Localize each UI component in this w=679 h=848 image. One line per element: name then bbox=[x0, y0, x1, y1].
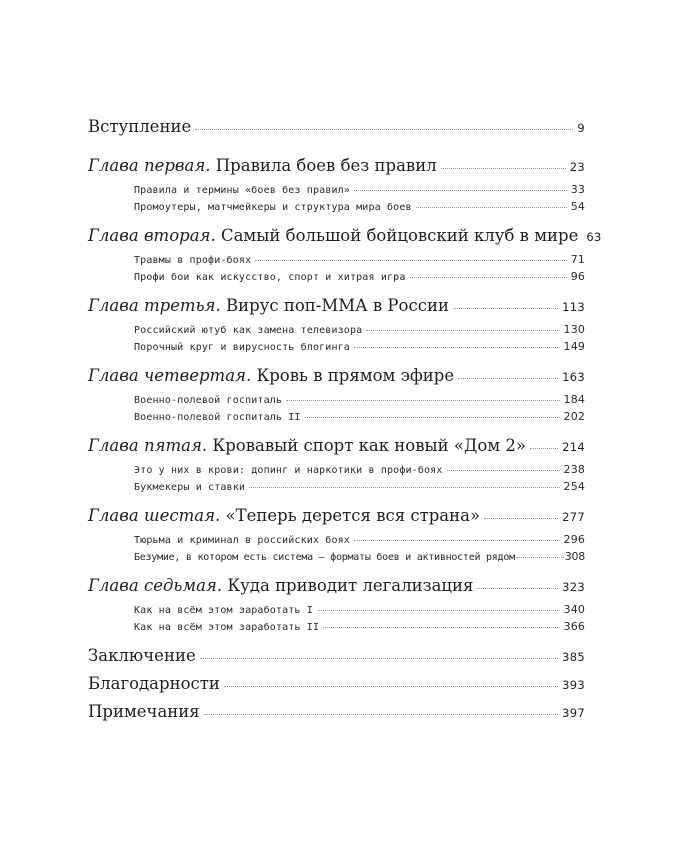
toc-chapter-7 bbox=[88, 576, 585, 633]
dot-leader bbox=[204, 713, 558, 715]
dot-leader bbox=[354, 539, 560, 541]
toc-section[interactable] bbox=[134, 253, 585, 266]
table-of-contents bbox=[88, 117, 602, 730]
toc-end-page: 397 bbox=[562, 706, 585, 720]
dot-leader bbox=[366, 329, 559, 331]
toc-end-title: Благодарности bbox=[88, 674, 220, 693]
toc-chapter-5 bbox=[88, 436, 585, 493]
chapter-title: Правила боев без правил bbox=[215, 156, 437, 175]
section-title: Это у них в крови: допинг и наркотики в профи-боях bbox=[134, 465, 443, 476]
section-page: 149 bbox=[563, 340, 585, 353]
dot-leader bbox=[477, 587, 558, 589]
section-title: Как на всём этом заработать I bbox=[134, 605, 313, 616]
toc-entry-conclusion[interactable] bbox=[88, 646, 585, 665]
dot-leader bbox=[516, 556, 564, 558]
section-title: Безумие, в котором есть система — форматы боев и активностей рядом bbox=[134, 552, 515, 563]
chapter-label: Глава третья. bbox=[88, 296, 221, 315]
toc-section[interactable] bbox=[134, 603, 585, 616]
chapter-title: «Теперь дерется вся страна» bbox=[225, 506, 481, 525]
toc-section[interactable] bbox=[134, 200, 585, 213]
chapter-label: Глава пятая. bbox=[88, 436, 208, 455]
section-title: Тюрьма и криминал в российских боях bbox=[134, 535, 350, 546]
section-page: 96 bbox=[570, 270, 585, 283]
section-page: 202 bbox=[563, 410, 585, 423]
dot-leader bbox=[530, 447, 558, 449]
chapter-page: 113 bbox=[562, 300, 585, 314]
section-title: Травмы в профи-боях bbox=[134, 255, 252, 266]
dot-leader bbox=[224, 685, 558, 687]
toc-entry-notes[interactable] bbox=[88, 702, 585, 721]
dot-leader bbox=[200, 657, 558, 659]
dot-leader bbox=[305, 416, 560, 418]
toc-section[interactable] bbox=[134, 323, 585, 336]
chapter-label: Глава вторая. bbox=[88, 226, 216, 245]
toc-section[interactable] bbox=[134, 410, 585, 423]
toc-chapter-heading[interactable] bbox=[88, 576, 585, 595]
chapter-title: Кровь в прямом эфире bbox=[256, 366, 455, 385]
section-page: 71 bbox=[570, 253, 585, 266]
section-page: 54 bbox=[570, 200, 585, 213]
section-title: Промоутеры, матчмейкеры и структура мира боев bbox=[134, 202, 412, 213]
toc-chapter-heading[interactable] bbox=[88, 506, 585, 525]
dot-leader bbox=[441, 167, 566, 169]
toc-section[interactable] bbox=[134, 533, 585, 546]
section-page: 33 bbox=[570, 183, 585, 196]
section-title: Правила и термины «боев без правил» bbox=[134, 185, 350, 196]
toc-chapter-heading[interactable] bbox=[88, 156, 585, 175]
dot-leader bbox=[354, 346, 560, 348]
chapter-page: 63 bbox=[586, 230, 602, 244]
section-title: Букмекеры и ставки bbox=[134, 482, 246, 493]
toc-section[interactable] bbox=[134, 550, 585, 563]
section-page: 296 bbox=[563, 533, 585, 546]
section-page: 308 bbox=[564, 550, 585, 563]
dot-leader bbox=[195, 128, 573, 130]
toc-chapter-heading[interactable] bbox=[88, 366, 585, 385]
toc-intro-title: Вступление bbox=[88, 117, 192, 136]
chapter-label: Глава шестая. bbox=[88, 506, 221, 525]
dot-leader bbox=[286, 399, 559, 401]
chapter-label: Глава первая. bbox=[88, 156, 211, 175]
toc-chapter-heading[interactable] bbox=[88, 436, 585, 455]
dot-leader bbox=[354, 189, 567, 191]
dot-leader bbox=[323, 626, 559, 628]
section-page: 366 bbox=[563, 620, 585, 633]
dot-leader bbox=[453, 307, 558, 309]
toc-entry-intro[interactable] bbox=[88, 117, 585, 136]
dot-leader bbox=[447, 469, 560, 471]
section-page: 238 bbox=[563, 463, 585, 476]
toc-section[interactable] bbox=[134, 480, 585, 493]
chapter-label: Глава седьмая. bbox=[88, 576, 223, 595]
section-title: Военно-полевой госпиталь bbox=[134, 395, 283, 406]
toc-chapter-4 bbox=[88, 366, 585, 423]
chapter-title: Куда приводит легализация bbox=[227, 576, 474, 595]
section-page: 340 bbox=[563, 603, 585, 616]
toc-chapter-heading[interactable] bbox=[88, 226, 602, 245]
toc-section[interactable] bbox=[134, 183, 585, 196]
toc-section[interactable] bbox=[134, 620, 585, 633]
chapter-title: Кровавый спорт как новый «Дом 2» bbox=[212, 436, 527, 455]
toc-chapter-2 bbox=[88, 226, 602, 283]
chapter-label: Глава четвертая. bbox=[88, 366, 252, 385]
dot-leader bbox=[249, 486, 559, 488]
toc-entry-acknowledgements[interactable] bbox=[88, 674, 585, 693]
dot-leader bbox=[410, 276, 567, 278]
toc-section[interactable] bbox=[134, 393, 585, 406]
section-title: Военно-полевой госпиталь II bbox=[134, 412, 301, 423]
toc-end-page: 393 bbox=[562, 678, 585, 692]
toc-end-title: Заключение bbox=[88, 646, 196, 665]
chapter-page: 163 bbox=[562, 370, 585, 384]
toc-chapter-1 bbox=[88, 156, 585, 213]
dot-leader bbox=[255, 259, 566, 261]
toc-section[interactable] bbox=[134, 340, 585, 353]
toc-end-page: 385 bbox=[562, 650, 585, 664]
section-page: 254 bbox=[563, 480, 585, 493]
dot-leader bbox=[484, 517, 558, 519]
dot-leader bbox=[317, 609, 560, 611]
dot-leader bbox=[458, 377, 558, 379]
section-title: Как на всём этом заработать II bbox=[134, 622, 320, 633]
toc-end-title: Примечания bbox=[88, 702, 200, 721]
chapter-page: 23 bbox=[569, 160, 585, 174]
toc-intro-page: 9 bbox=[577, 121, 585, 135]
chapter-page: 214 bbox=[562, 440, 585, 454]
section-title: Российский ютуб как замена телевизора bbox=[134, 325, 363, 336]
toc-section[interactable] bbox=[134, 270, 585, 283]
toc-chapter-heading[interactable] bbox=[88, 296, 585, 315]
section-page: 130 bbox=[563, 323, 585, 336]
toc-section[interactable] bbox=[134, 463, 585, 476]
section-title: Порочный круг и вирусность блогинга bbox=[134, 342, 350, 353]
chapter-title: Самый большой бойцовский клуб в мире bbox=[220, 226, 579, 245]
chapter-title: Вирус поп-ММА в России bbox=[225, 296, 449, 315]
chapter-page: 277 bbox=[562, 510, 585, 524]
toc-chapter-3 bbox=[88, 296, 585, 353]
dot-leader bbox=[416, 206, 567, 208]
toc-chapter-6 bbox=[88, 506, 585, 563]
chapter-page: 323 bbox=[562, 580, 585, 594]
section-title: Профи бои как искусство, спорт и хитрая игра bbox=[134, 272, 406, 283]
section-page: 184 bbox=[563, 393, 585, 406]
